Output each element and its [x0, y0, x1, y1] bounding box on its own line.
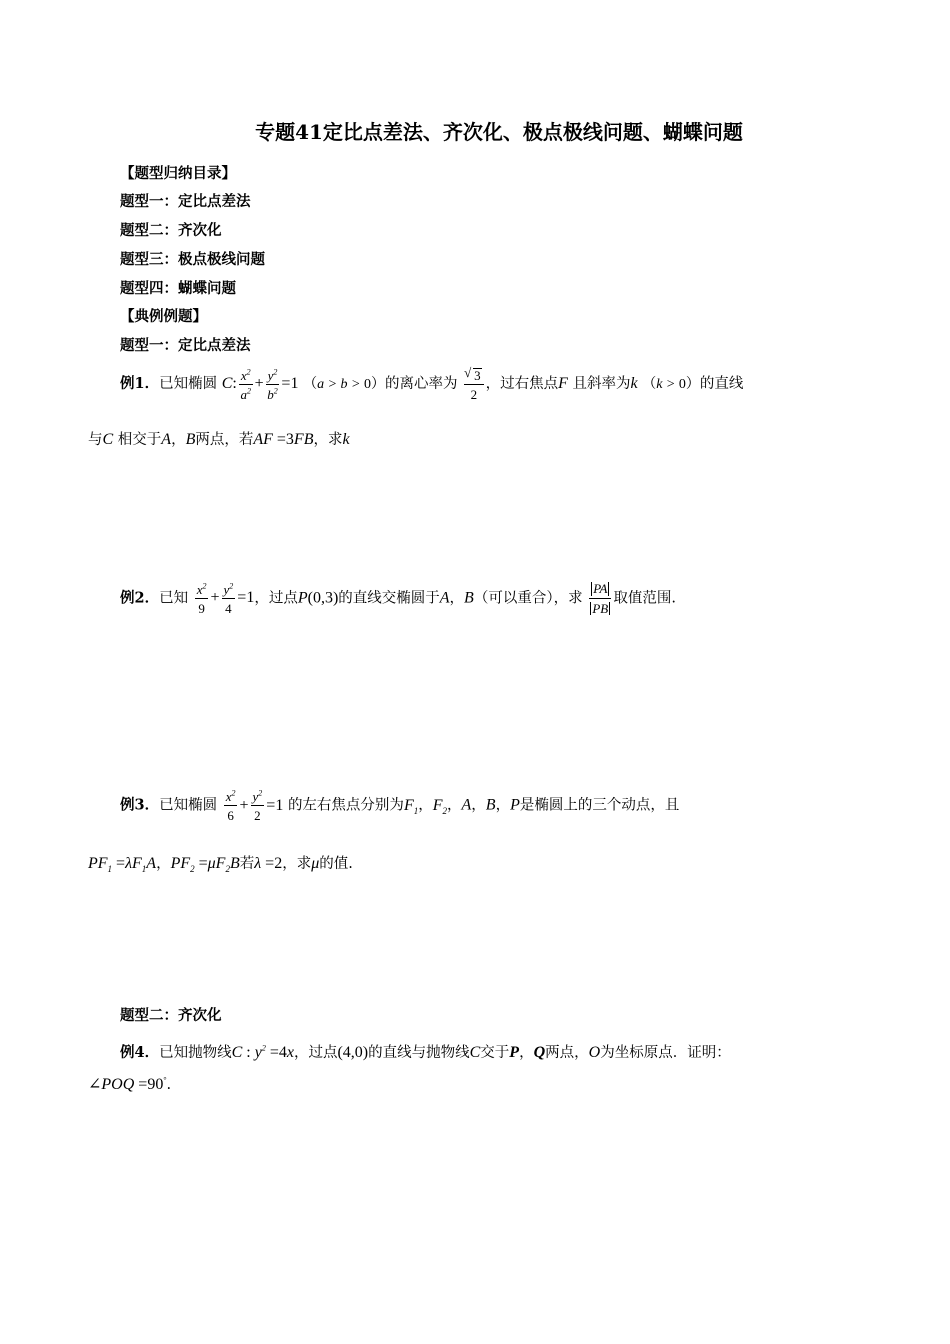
example-3-line-1: 例3．已知椭圆 $\frac{x^2}{6}$ + $\frac{y^2}{2}$ =1 的左右焦点分别为$F_1$，$F_2$，A，B，P是椭圆上的三个动点，且	[120, 788, 680, 823]
example-label: 例2．	[120, 589, 160, 607]
example-label: 例3．	[120, 796, 160, 814]
catalog-item-3: 题型三：极点极线问题	[120, 251, 265, 268]
angle-expression: ∠POQ =90°	[88, 1075, 167, 1093]
catalog-item-2: 题型二：齐次化	[120, 222, 222, 239]
example-4-line-1: 例4．已知抛物线C : $y^2 =4x$，过点(4,0)的直线与抛物线C交于P，Q两点，O为坐标原点．证明：	[120, 1043, 731, 1061]
example-label: 例1．	[120, 375, 160, 393]
catalog-item-1: 题型一：定比点差法	[120, 193, 251, 210]
vector-condition: AF =3FB	[253, 431, 314, 448]
parabola-equation: C : $y^2 =4x$	[231, 1043, 294, 1061]
example-1-line-1: 例1．已知椭圆 C: $\frac{x^2}{a^2}$ + $\frac{y^2}{b^2}$ =1 （a > b > 0）的离心率为 √ $\frac{3}{2}$ ，过右焦点F 且斜率为k （k > 0）的直线	[120, 368, 743, 401]
ratio-expression: $\frac{PA}{PB}$	[587, 589, 613, 606]
example-3-line-2: $PF_1 =\lambda F_1A$，$PF_2 =\mu F_2B$若λ =2，求μ的值.	[88, 855, 353, 875]
ellipse-equation: $\frac{x^2}{6}$ + $\frac{y^2}{2}$ =1	[225, 788, 284, 823]
ellipse-equation: C: $\frac{x^2}{a^2}$ + $\frac{y^2}{b^2}$ =1	[221, 367, 299, 402]
section-heading-1: 题型一：定比点差法	[120, 337, 251, 354]
eccentricity-value: √ $\frac{3}{2}$	[462, 375, 486, 392]
section-heading-2: 题型二：齐次化	[120, 1007, 222, 1024]
example-1-line-2: 与C 相交于A，B两点，若AF =3FB，求k	[88, 431, 350, 448]
page-title: 专题41定比点差法、齐次化、极点极线问题、蝴蝶问题	[255, 120, 743, 144]
ellipse-equation: $\frac{x^2}{9}$ + $\frac{y^2}{4}$ =1	[196, 581, 255, 616]
examples-heading: 【典例例题】	[120, 308, 207, 325]
catalog-item-4: 题型四：蝴蝶问题	[120, 280, 236, 297]
example-label: 例4．	[120, 1044, 160, 1061]
example-2-line-1: 例2．已知 $\frac{x^2}{9}$ + $\frac{y^2}{4}$ =1，过点P(0,3)的直线交椭圆于A，B（可以重合），求 $\frac{PA}{PB}$ 取值范围.	[120, 581, 677, 616]
catalog-heading: 【题型归纳目录】	[120, 165, 236, 182]
example-4-line-2: ∠POQ =90°.	[88, 1075, 172, 1093]
